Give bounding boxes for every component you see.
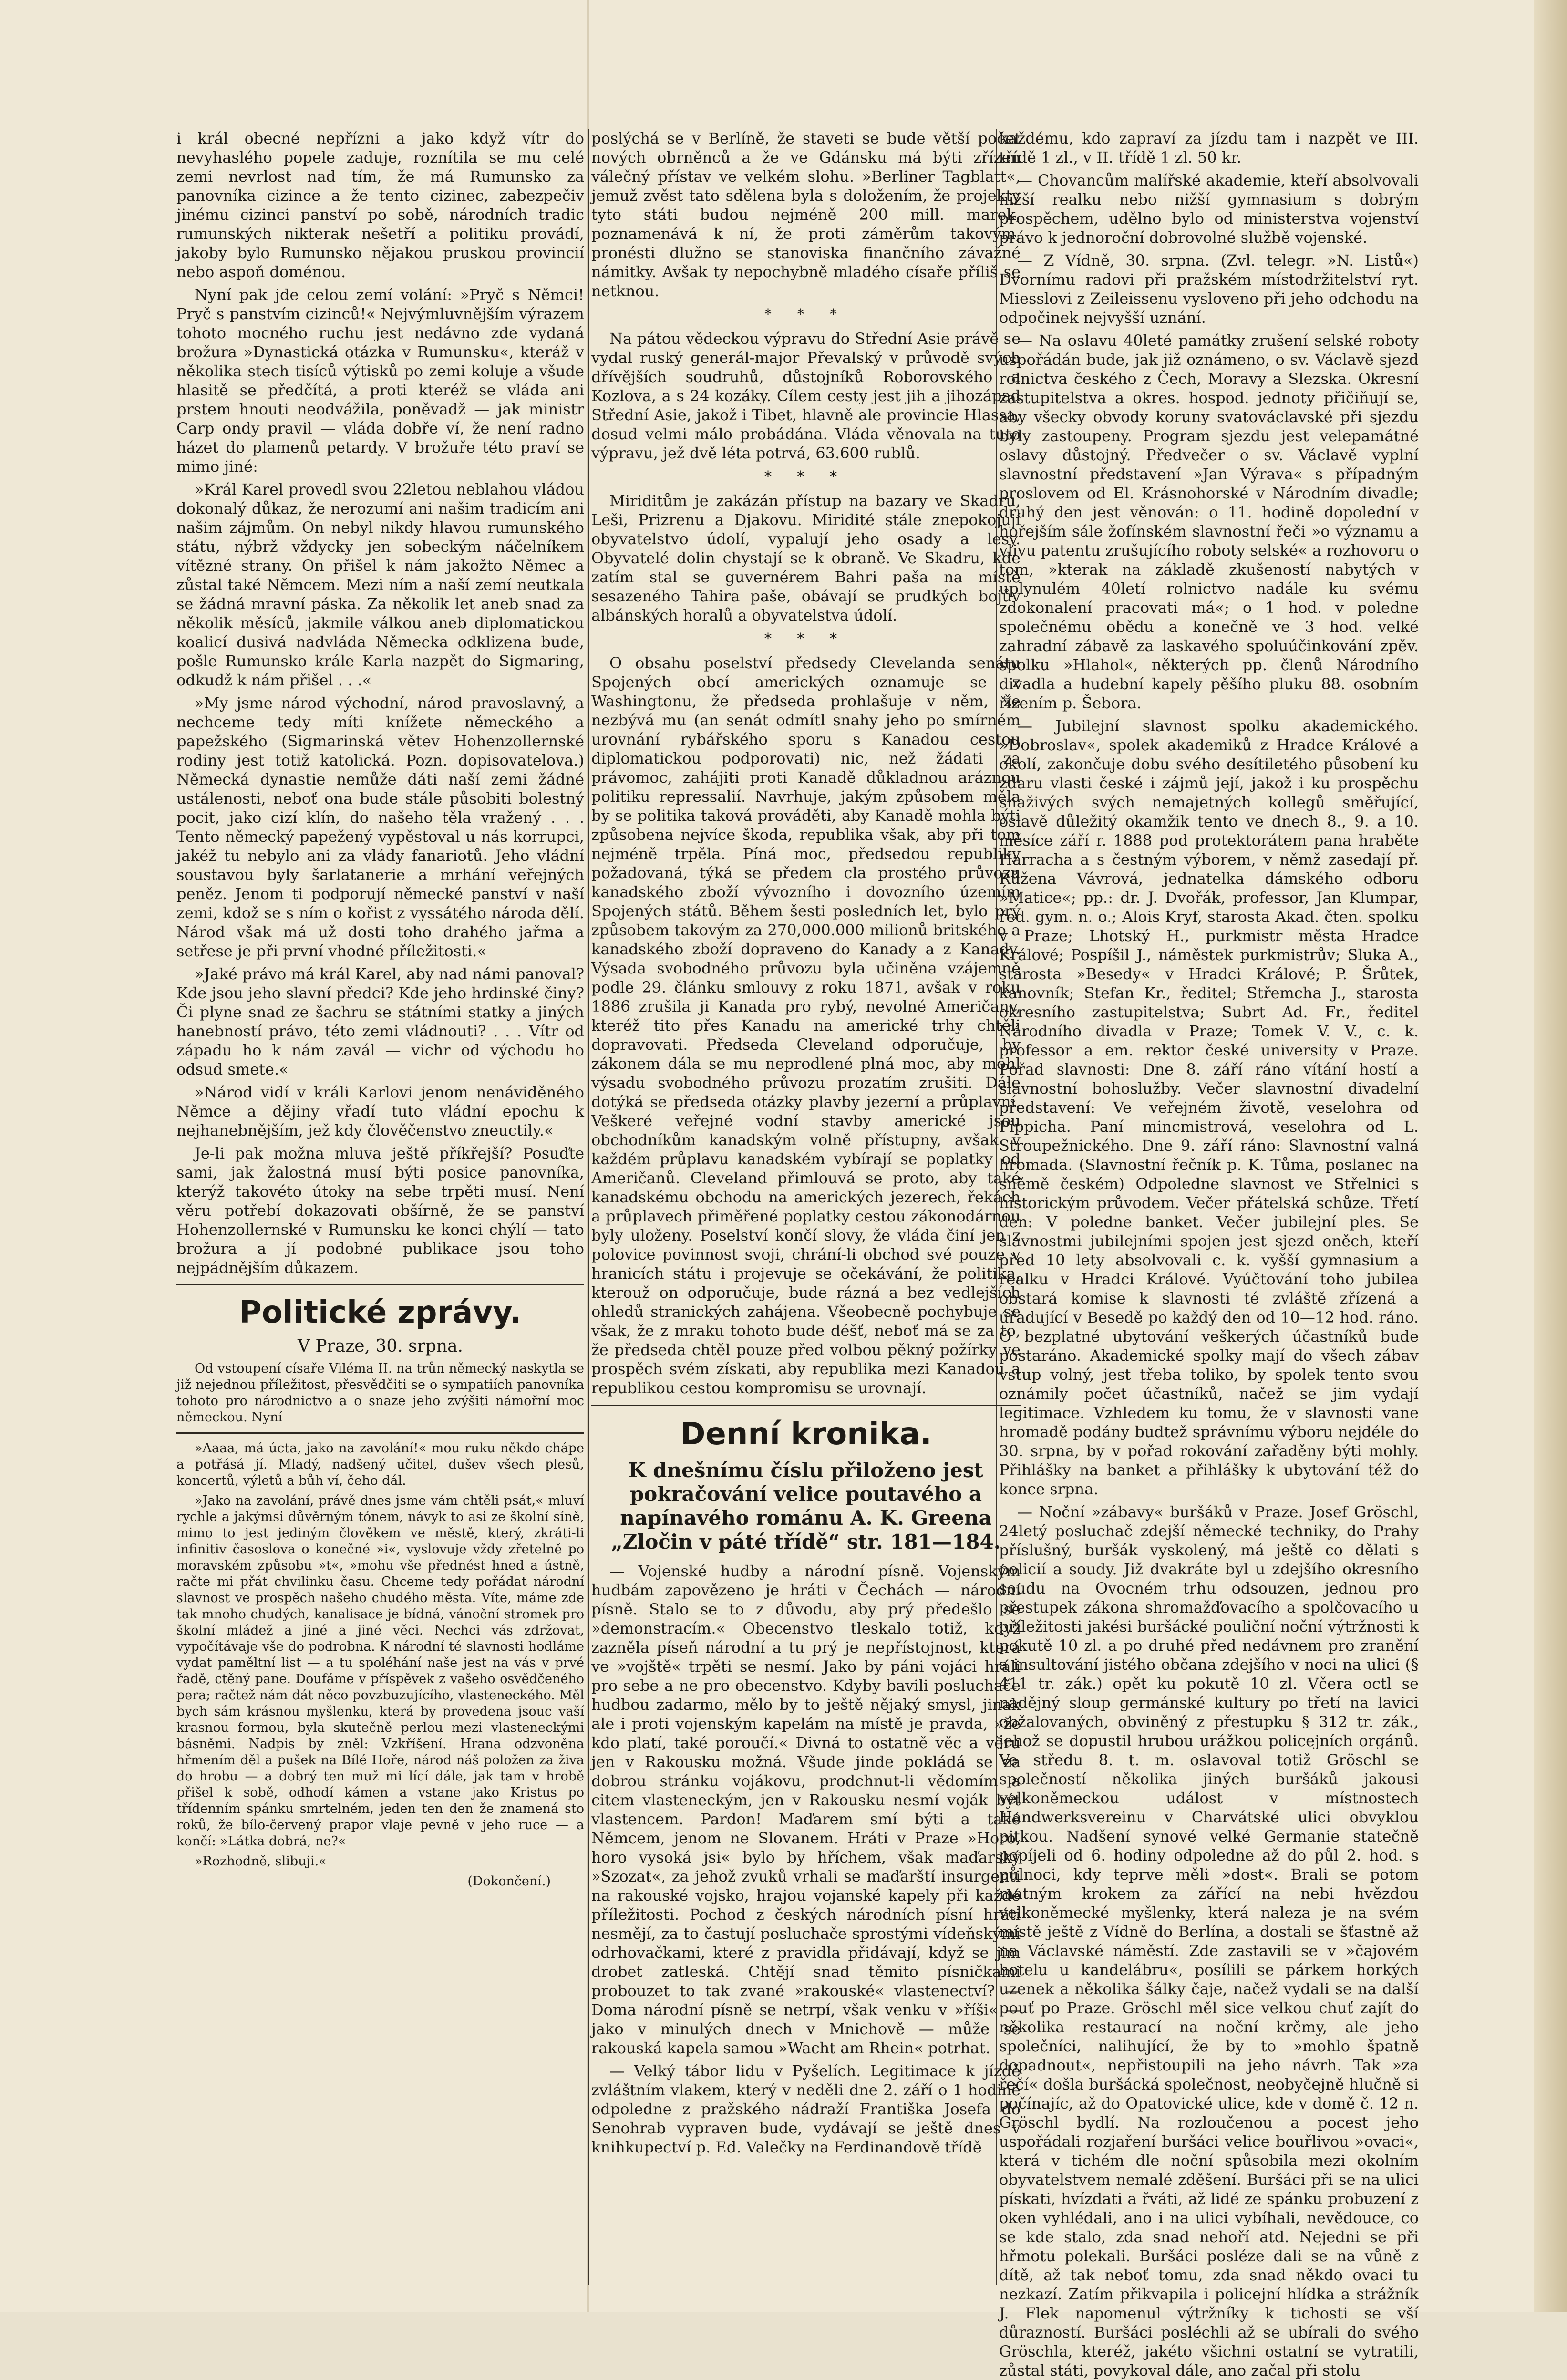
column-right <box>999 129 1419 2380</box>
column-left <box>176 129 584 2284</box>
article-paragraph: — Jubilejní slavnost spolku akademického. »Dobroslav«, spolek akademiků z Hradce Králové a okolí, zakončuje dobu svého desítiletého působení ku zdaru vlasti české i zájmů její, jakož i ku prospěchu snaživých svých nemajetných kollegů směřující, oslavě důležitý okamžik tento ve dnech 8., 9. a 10. měsíce září r. 1888 pod protektorátem pana hraběte Harracha a s čestným výborem, v němž zasedají př. Růžena Vávrová, jednatelka dámského odboru »Matice«; pp.: dr. J. Dvořák, professor, Jan Klumpar, řed. gym. n. o.; Alois Kryf, starosta Akad. čten. spolku v Praze; Lhotský H., purkmistr města Hradce Králové; Pospíšil J., náměstek purkmistrův; Sluka A., starosta »Besedy« v Hradci Králové; P. Šrůtek, kanovník; Stefan Kr., ředitel; Střemcha J., starosta okresního zastupitelstva; Subrt Ad. Fr., ředitel Národního divadla v Praze; Tomek V. V., c. k. professor a em. rektor české university v Praze. Pořad slavnosti: Dne 8. září ráno vítání hostí a slavnostní bohoslužby. Večer slavnostní divadelní představení: Ve veřejném životě, veselohra od Pippicha. Paní mincmistrová, veselohra od L. Stroupežnického. Dne 9. září ráno: Slavnostní valná hromada. (Slavnostní řečník p. K. Tůma, poslanec na sněmě českém) Odpoledne slavnost ve Střelnici s historickým průvodem. Večer přátelská schůze. Třetí den: V poledne banket. Večer jubilejní ples. Se slavnostmi jubilejními spojen jest sjezd oněch, kteří před 10 lety absolvovali c. k. vyšší gymnasium a realku v Hradci Králové. Vyúčtování toho jubilea obstará komise k slavnosti té zvláště zřízená a úřadující v Besedě po každý den od 10—12 hod. ráno. O bezplatné ubytování veškerých účastníků bude postaráno. Akademické spolky mají do všech zábav vstup volný, jest třeba toliko, by spolek tento svou oznámily počet účastníků, načež se jim vydají legitimace. Vzhledem ku tomu, že v slavnosti vane hromadě podány budtež správnímu výboru nejdéle do 30. srpna, by v pořad rokování zařaděny býti mohly. Přihlášky na banket a přihlášky k ubytování též do konce srpna. <box>999 717 1419 1498</box>
article-quote: »Jaké právo má král Karel, aby nad námi panoval? Kde jsou jeho slavní předci? Kde jeho hrdinské činy? Či plyne snad ze šachru se státními statky a jiných hanebností právo, této zemi vládnouti? . . . Vítr od západu ho k nám zavál — vichr od východu ho odsud smete.« <box>176 965 584 1078</box>
separator-stars: * * * <box>764 306 848 323</box>
feuilleton-divider <box>176 1432 584 1434</box>
article-paragraph: Je-li pak možna mluva ještě příkřejší? Posuďte sami, jak žalostná musí býti posice panovníka, kterýž takovéto útoky na sebe trpěti musí. Není věru potřebí dokazovati obšírně, že se panství Hohenzollernské v Rumunsku ke konci chýlí — tato brožura a jí podobné publikace jsou toho nejpádnějším důkazem. <box>176 1144 584 1277</box>
separator-stars: * * * <box>764 631 848 647</box>
column-middle <box>591 129 1021 2284</box>
article-paragraph: — Chovancům malířské akademie, kteří absolvovali nižší realku nebo nižší gymnasium s dobrým prospěchem, udělno bylo od ministerstva vojenství právo k jednoroční dobrovolné službě vojenské. <box>999 171 1419 247</box>
article-paragraph: — Na oslavu 40leté památky zrušení selské roboty uspořádán bude, jak již oznámeno, o sv. Václavě sjezd rolnictva českého z Čech, Moravy a Slezska. Okresní zastupitelstva a okres. hospod. jednoty přičiňují se, aby všecky obvody koruny svatováclavské při sjezdu byly zastoupeny. Program sjezdu jest velepamátné oslavy důstojný. Předvečer o sv. Václavě vyplní slavnostní představení »Jan Výrava« s případným proslovem od El. Krásnohorské v Národním divadle; druhý den jest věnován: o 11. hodině dopolední v hořejším sále žofínském slavnostní řeči »o významu a vlivu patentu zrušujícího roboty selské« a rozhovoru o tom, »kterak na základě zkušeností nabytých v uplynulém 40letí rolnictvo nadále ku svému zdokonalení pracovati má«; o 1 hod. v poledne společnému obědu a konečně ve 3 hod. velké zahradní zábavě za laskavého spoluúčinkování zpěv. spolku »Hlahol«, některých pp. členů Národního divadla a hudební kapely pěšího pluku 88. osobním řízením p. Šebora. <box>999 331 1419 712</box>
section-title-politicke: Politické zprávy. <box>239 1295 522 1330</box>
article-paragraph: — Z Vídně, 30. srpna. (Zvl. telegr. »N. Listů«) Dvornímu radovi při pražském místodržitelství ryt. Miesslovi z Zeileissenu vysloveno při jeho odchodu na odpočinek nejvyšší uznání. <box>999 251 1419 327</box>
article-paragraph: — Vojenské hudby a národní písně. Vojenským hudbám zapovězeno je hráti v Čechách — národní písně. Stalo se to z důvodu, aby prý předešlo se »demonstracím.« Obecenstvo tleskalo totiž, když zazněla píseň národní a tu prý je nepřístojnost, která ve »vojště« trpěti se nesmí. Jako by páni vojáci hráli pro sebe a ne pro obecenstvo. Kdyby bavili posluchače hudbou zadarmo, mělo by to ještě nějaký smysl, jinak ale i proti vojenským kapelám na místě je pravda, »že kdo platí, také poroučí.« Divná to ostatně věc a věru jen v Rakousku možná. Všude jinde pokládá se za dobrou stránku vojákovu, prodchnut-li vědomím a citem vlasteneckým, jen v Rakousku nesmí voják být vlastencem. Pardon! Maďarem smí býti a také Němcem, jenom ne Slovanem. Hráti v Praze »Horo, horo vysoká jsi« bylo by hříchem, však maďarský »Szozat«, za jehož zvuků vrhali se maďarští insurgenti na rakouské vojsko, hrajou vojanské kapely při každé příležitosti. Pochod z českých národních písní hráti nesmějí, za to častují posluchače sprostými vídeňskými odrhovačkami, které z pravidla přidávají, když se jim drobet zatleská. Chtějí snad těmito písničkami probouzet to tak zvané »rakouské« vlastenectví? — Doma národní písně se netrpí, však venku v »říši« — jako v minulých dnech v Mnichově — může se rakouská kapela samou »Wacht am Rhein« potrhat. <box>591 1562 1021 2057</box>
article-paragraph: O obsahu poselství předsedy Clevelanda senátu Spojených obcí amerických oznamuje se z Washingtonu, že předseda prohlašuje v něm, že nezbývá mu (an senát odmítl snahy jeho po smírném urovnání rybářského sporu s Kanadou cestou diplomatickou podporovati) nic, než žádati za právomoc, zahájiti proti Kanadě důkladnou aráznou politiku repressalií. Navrhuje, jakým způsobem měla by se politika taková prováděti, aby Kanadě mohla býti způsobena nejvíce škoda, republika však, aby při tom nejméně trpěla. Píná moc, předsedou republiky požadovaná, týká se předem cla prostého průvozu kanadského zboží vývozního i dovozního územím Spojených států. Během šesti posledních let, bylo prý způsobem takovým za 270,000.000 milionů britského a kanadského zboží dopraveno do Kanady a z Kanady. Výsada svobodného průvozu byla učiněna vzájemně podle 29. článku smlouvy z roku 1871, avšak v roku 1886 zrušila ji Kanada pro rybý, nevolné Američany, kteréž tito přes Kanadu na americké trhy chtěli dopravovati. Předseda Cleveland odporučuje, by zákonem dála se mu neprodlené plná moc, aby mohl výsadu svobodného průvozu prozatím zrušiti. Dále dotýká se předseda otázky plavby jezerní a průplavní. Veškeré veřejné vodní stavby americké jsou obchodníkům kanadským volně přístupny, avšak v každém průplavu kanadském vybírají se poplatky od Američanů. Cleveland přimlouvá se proto, aby také kanadskému obchodu na amerických jezerech, řekách a průplavech přiměřené poplatky cestou zákonodárnou byly uloženy. Poselství končí slovy, že vláda činí jen z polovice povinnost svoji, chrání-li obchod své pouze v hranicích státu i projevuje se očekávání, že politika, kterouž on odporučuje, bude rázná a bez vedlejších ohledů stranických zahájena. Všeobecně pochybuje se však, že z mraku tohoto bude déšť, neboť má se za to, že předseda chtěl pouze před volbou pěkný požírky ve prospěch svém získati, aby republika mezi Kanadou a republikou cestou kompromisu se urovnají. <box>591 654 1021 1397</box>
article-paragraph: — Velký tábor lidu v Pyšelích. Legitimace k jízdě zvláštním vlakem, který v neděli dne 2. září o 1 hodině odpoledne z pražského nádraží Františka Josefa do Senohrab vypraven bude, vydávají se ještě dnes v knihkupectví p. Ed. Valečky na Ferdinandově třídě <box>591 2062 1021 2156</box>
article-paragraph: každému, kdo zapraví za jízdu tam i nazpět ve III. třídě 1 zl., v II. třídě 1 zl. 50 kr. <box>999 129 1419 166</box>
supplement-notice: K dnešnímu číslu přiloženo jest pokračování velice poutavého a napínavého románu A. K. Greena „Zločin v páté třídě“ str. 181—184. <box>611 1459 1001 1553</box>
article-paragraph: i král obecné nepřízni a jako když vítr do nevyhaslého popele zaduje, roznítila se mu celé zemi nevrlost nad tím, že má Rumunsko za panovníka cizince a že tento cizinec, zabezpečiv jinému cizinci panství po sobě, národních tradic rumunských nikterak nešetří a politiku provádí, jakoby bylo Rumunsko nějakou pruskou provincií nebo aspoň doménou. <box>176 129 584 281</box>
dateline: V Praze, 30. srpna. <box>297 1336 463 1356</box>
article-paragraph: Od vstoupení císaře Viléma II. na trůn německý naskytla se již nejednou příležitost, přesvědčiti se o sympatiích panovníka tohoto pro národnictvo a o snaze jeho zvýšiti námořní moc německou. Nyní <box>176 1361 584 1425</box>
article-paragraph: poslýchá se v Berlíně, že staveti se bude větší počet nových obrněnců a že ve Gdánsku má býti zřízen válečný přístav ve velkém slohu. »Berliner Tagblatt«, jemuž zvěst tato sdělena byla s doložením, že projekty tyto státi budou nejméně 200 mill. marek, poznamenává k ní, že proti záměrům takovým, pronésti dlužno se stanoviska finančního závažné námitky. Avšak ty nepochybně mladého císaře příliš se netknou. <box>591 129 1021 300</box>
article-paragraph: Miriditům je zakázán přístup na bazary ve Skadru, Leši, Prizrenu a Djakovu. Miridité stále znepokojují obyvatelstvo údolí, vypalují jeho osady a lesy. Obyvatelé dolin chystají se k obraně. Ve Skadru, kde zatím stal se guvernérem Bahri paša na místě sesazeného Tahira paše, obávají se prudkých bojův albánských horalů a obyvatelstva údolí. <box>591 492 1021 624</box>
paper-edge <box>1534 0 1567 2312</box>
feuilleton-paragraph: »Aaaa, má úcta, jako na zavolání!« mou ruku někdo chápe a potřásá jí. Mladý, nadšený učitel, dušev všech plesů, koncertů, výletů a bůh ví, čeho dál. <box>176 1441 584 1488</box>
article-paragraph: Na pátou vědeckou výpravu do Střední Asie právě se vydal ruský generál-major Převalský v průvodě svých dřívějších soudruhů, důstojníků Roborovského a Kozlova, a s 24 kozáky. Cílem cesty jest jih a jihozápad Střední Asie, jakož i Tibet, hlavně ale provincie Hlassa, dosud velmi málo probádána. Vláda věnovala na tuto výpravu, jež dvě léta potrvá, 63.600 rublů. <box>591 330 1021 462</box>
section-divider <box>591 1405 1021 1407</box>
column-rule-1 <box>588 129 589 2285</box>
feuilleton-paragraph: »Jako na zavolání, právě dnes jsme vám chtěli psát,« mluví rychle a jakýmsi důvěrným tónem, návyk to asi ze školní síně, mimo to jest jediným člověkem ve městě, který, zkráti-li infinitiv časoslova o konečné »i«, vyslovuje vždy zřetelně po moravském způsobu »t«, »mohu vše přednést hned a ústně, račte mi přát chvilinku času. Chceme tedy pořádat národní slavnost ve prospěch našeho chudého města. Víte, máme zde tak mnoho chudých, kanalisace je bídná, vánoční stromek pro školní mládež a jiné a jiné věci. Nechci vás zdržovat, vypočítávaje vše do podrobna. K národní té slavnosti hodláme vydat paměltní list — a tu spoléhání naše jest na vás v prvé řadě, ctěný pane. Doufáme v příspěvek z vašeho osvědčeného pera; račtež nám dát něco povzbuzujícího, vlasteneckého. Měl bych sám krásnou myšlenku, která by provedena jsouc vaší krasnou formou, byla skutečně perlou mezi vlasteneckými básněmi. Nadpis by zněl: Vzkříšení. Hrana odzvoněna hřmením děl a pušek na Bílé Hoře, národ náš položen za živa do hrobu — a dobrý ten muž mi lící dále, jak tam v hrobě přišel k sobě, odhodí kámen a vstane jako Kristus po třídenním spánku smrtelném, jeden ten den že znamená sto roků, že bílo-červený prapor vlaje pevně v jeho ruce — a končí: »Látka dobrá, ne?« <box>176 1493 584 1849</box>
separator-stars: * * * <box>764 468 848 485</box>
article-paragraph: Nyní pak jde celou zemí volání: »Pryč s Němci! Pryč s panstvím cizinců!« Nejvýmluvnějším výrazem tohoto mocného ruchu jest nedávno zde vydaná brožura »Dynastická otázka v Rumunsku«, kteráž v několika stech tisíců výtisků po zemi koluje a všude hlasitě se předčítá, a proti kteréž se vláda ani prstem hnouti neodvážila, poněvadž — jak ministr Carp ondy pravil — vláda dobře ví, že není radno házet do plamenů petardy. V brožuře této praví se mimo jiné: <box>176 286 584 476</box>
feuilleton-paragraph: »Rozhodně, slibuji.« <box>195 1854 327 1869</box>
article-paragraph: — Noční »zábavy« buršáků v Praze. Josef Gröschl, 24letý posluchač zdejší německé techniky, do Prahy příslušný, buršák vyskolený, má ještě co dělati s policií a soudy. Již dvakráte byl u zdejšího okresního soudu na Ovocném trhu odsouzen, jednou pro přestupek zákona shromažďovacího a spolčovacího u příležitosti jakési buršácké pouliční noční výtržnosti k pokutě 10 zl. a po druhé před nedávnem pro zranění a insultování jistého občana zdejšího v noci na ulici (§ 411 tr. zák.) opět ku pokutě 10 zl. Včera octl se nadějný sloup germánské kultury po třetí na lavici obžalovaných, obviněný z přestupku § 312 tr. zák., jehož se dopustil hrubou urážkou policejních orgánů. Ve středu 8. t. m. oslavoval totiž Gröschl se společností několika jiných buršáků jakousi velkoněmeckou událost v místnostech Handwerksvereinu v Charvátské ulici obvyklou pitkou. Nadšení synové velké Germanie statečně popíjeli od 6. hodiny odpoledne až do půl 2. hod. s půlnoci, kdy teprve měli »dost«. Brali se potom matným krokem za zářící na nebi hvězdou velkoněmecké myšlenky, která naleza je na svém místě ještě z Vídně do Berlína, a dostali se šťastně až na Václavské náměstí. Zde zastavili se v »čajovém hotelu u kandelábru«, posílili se párkem horkých uzenek a několika šálky čaje, načež vydali se na další pouť po Praze. Gröschl měl sice velkou chuť zajít do několika restaurací na noční krčmy, ale jeho společníci, nalihující, že by to »mohlo špatně dopadnout«, nepřistoupili na jeho návrh. Tak »za řečí« došla buršácká společnost, neobyčejně hlučně si počínajíc, až do Opatovické ulice, kde v domě č. 12 n. Gröschl bydlí. Na rozloučenou a pocest jeho uspořádali rozjaření buršáci velice bouřlivou »ovaci«, která v tichém dle noční spůsobila mezi okolním obyvatelstvem nemalé zděšení. Buršáci při se na ulici pískati, hvízdati a řváti, až lidé ze spánku probuzení z oken vyhlédali, ano i na ulici vybíhali, nevědouce, co se kde stalo, zda snad nehoří atd. Nejedni se při hřmotu polekali. Buršáci posléze dali se na vůně z dítě, až tak neboť tomu, zda snad někdo ovaci tu nezkazí. Zatím přikvapila i policejní hlídka a strážník J. Flek napomenul výtržníky k tichosti se vší důrazností. Buršáci posléchli až se ubírali do svého Gröschla, kteréž, jakéto všichni ostatní se vytratili, zůstal státi, povykoval dále, ano začal při stolu <box>999 1503 1419 2380</box>
section-divider <box>176 1284 584 1285</box>
section-title-kronika: Denní kronika. <box>680 1417 932 1452</box>
article-quote: »Král Karel provedl svou 22letou neblahou vládou dokonalý důkaz, že nerozumí ani našim tradicím ani našim zájmům. On nebyl nikdy hlavou rumunského státu, nýbrž vždycky jen sobeckým náčelníkem vítězné strany. On přišel k nám jakožto Němec a zůstal také Němcem. Mezi ním a naší zemí neutkala se žádná mravní páska. Za několik let aneb snad za několik měsíců, jakmile válkou aneb diplomatickou koalicí dusivá nadvláda Německa odklizena bude, pošle Rumunsko krále Karla nazpět do Sigmaring, odkudž k nám přišel . . .« <box>176 480 584 689</box>
article-quote: »My jsme národ východní, národ pravoslavný, a nechceme tedy míti knížete německého a papežského (Sigmarinská větev Hohenzollernské rodiny jest totiž katolická. Pozn. dopisovatelova.) Německá dynastie nemůže dáti naší zemi žádné ustálenosti, neboť ona bude stále působiti bolestný pocit, jako cizí klín, do našeho těla vražený . . . Tento německý papežený vypěstoval u nás korrupci, jakéž tu nebylo ani za vlády fanariotů. Jeho vládní soustavou byly šarlatanerie a mrhání veřejných peněz. Jenom ti podporují německé panství v naší zemi, kdož se s ním o kořist z vyssátého národa dělí. Národ však má už dosti toho drahého jařma a setřese je při první vhodné příležitosti.« <box>176 694 584 960</box>
continuation-note: (Dokončení.) <box>467 1874 551 1889</box>
article-quote: »Národ vidí v králi Karlovi jenom nenáviděného Němce a dějiny vřadí tuto vládní epochu k nejhanebnějším, jež kdy člověčenstvo zneuctily.« <box>176 1083 584 1139</box>
